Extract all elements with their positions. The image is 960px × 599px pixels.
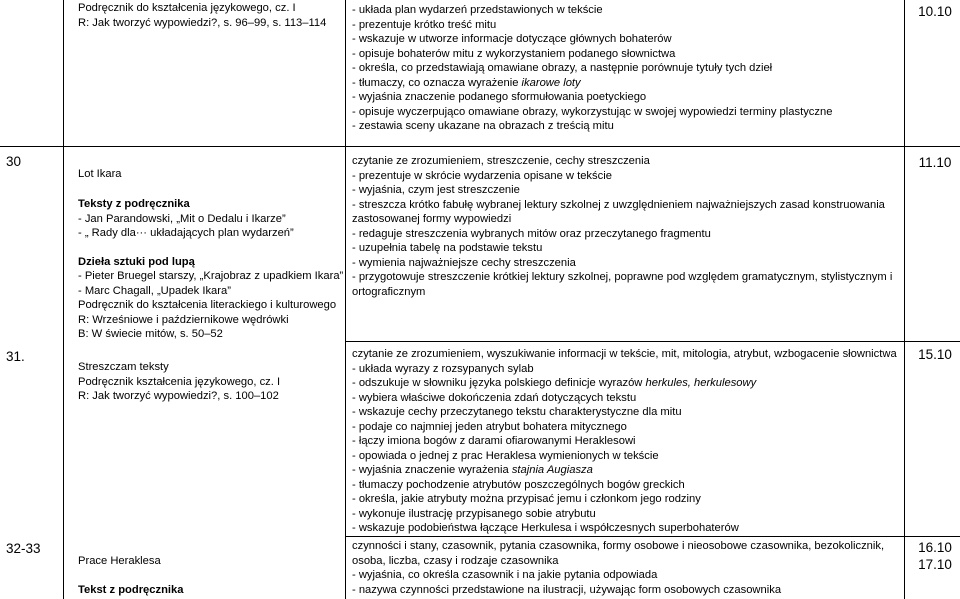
- requirement-line: - wyjaśnia znaczenie podanego sformułowania poetyckiego: [352, 91, 647, 103]
- requirement-line: [352, 376, 897, 391]
- requirement-line: - wskazuje w utworze informacje dotyczące głównych bohaterów: [352, 33, 672, 45]
- row-border: [345, 536, 960, 537]
- topic-title: Streszczam teksty: [78, 361, 169, 373]
- topic-title: Prace Heraklesa: [78, 555, 161, 567]
- column-border: [345, 0, 346, 599]
- row-3-date-2: 17.10: [918, 557, 952, 572]
- requirement-line: czytanie ze zrozumieniem, streszczenie, cechy streszczenia: [352, 155, 650, 167]
- row-1-requirements: [352, 154, 892, 299]
- requirement-line: [352, 76, 832, 91]
- materials-line: R: Jak tworzyć wypowiedzi?, s. 96–99, s. 113–114: [78, 16, 327, 29]
- requirement-line: - określa, co przedstawiają omawiane obrazy, a następnie porównuje tytuły tych dzieł: [352, 62, 773, 74]
- materials-line: - Pieter Bruegel starszy, „Krajobraz z upadkiem Ikara”: [78, 270, 344, 282]
- spacer: [78, 569, 183, 583]
- requirement-text: - tłumaczy, co oznacza wyrażenie: [352, 76, 519, 89]
- requirement-text: - odszukuje w słowniku języka polskiego definicje wyrazów: [352, 377, 643, 389]
- materials-line: R: Wrześniowe i październikowe wędrówki: [78, 313, 289, 326]
- row-2-number: 31.: [6, 349, 25, 364]
- row-2-topic: [78, 360, 280, 404]
- row-1-date: 11.10: [918, 155, 952, 170]
- row-3-topic: [78, 554, 183, 597]
- materials-line: - Jan Parandowski, „Mit o Dedalu i Ikarze”: [78, 212, 286, 225]
- requirement-line: - tłumaczy pochodzenie atrybutów poszczególnych bogów greckich: [352, 478, 685, 491]
- requirement-line: ortograficznym: [352, 285, 426, 298]
- row-0-requirements: [352, 3, 832, 134]
- materials-line: - „ Rady dla··· układających plan wydarzeń”: [78, 227, 294, 239]
- requirement-line: - uzupełnia tabelę na podstawie tekstu: [352, 242, 543, 254]
- requirement-line: czytanie ze zrozumieniem, wyszukiwanie informacji w tekście, mit, mitologia, atrybut, wzbogacenie słownictwa: [352, 348, 897, 360]
- row-border: [345, 341, 960, 342]
- requirement-line: - redaguje streszczenia wybranych mitów oraz przeczytanego fragmentu: [352, 227, 711, 240]
- row-2-date: 15.10: [918, 347, 952, 362]
- requirement-line: - układa wyrazy z rozsypanych sylab: [352, 362, 534, 375]
- requirement-line: - prezentuje w skrócie wydarzenia opisane w tekście: [352, 169, 612, 182]
- requirement-line: [352, 463, 897, 478]
- row-3-number: 32-33: [6, 541, 41, 556]
- requirement-line: - opisuje bohaterów mitu z wykorzystaniem podanego słownictwa: [352, 47, 676, 60]
- row-1-number: 30: [6, 154, 22, 169]
- requirement-line: - prezentuje krótko treść mitu: [352, 18, 497, 31]
- spacer: [78, 241, 343, 255]
- requirement-line: - układa plan wydarzeń przedstawionych w tekście: [352, 4, 603, 16]
- row-border: [0, 146, 960, 147]
- row-1-topic: [78, 167, 122, 182]
- materials-line: R: Jak tworzyć wypowiedzi?, s. 100–102: [78, 390, 279, 402]
- requirement-line: - opowiada o jednej z prac Heraklesa wymienionych w tekście: [352, 449, 659, 462]
- materials-line: B: W świecie mitów, s. 50–52: [78, 328, 223, 340]
- materials-heading: Dzieła sztuki pod lupą: [78, 255, 195, 268]
- row-0-materials: [78, 1, 326, 30]
- materials-heading: Tekst z podręcznika: [78, 583, 184, 596]
- column-border: [904, 0, 905, 599]
- requirement-text: - wyjaśnia znaczenie wyrażenia: [352, 464, 509, 476]
- requirement-line: - określa, jakie atrybuty można przypisać jemu i członkom jego rodziny: [352, 493, 701, 505]
- row-3-requirements: [352, 539, 884, 597]
- row-0-date: 10.10: [918, 4, 952, 19]
- row-1-materials: [78, 197, 343, 342]
- requirement-italic: ikarowe loty: [521, 76, 581, 89]
- requirement-line: - przygotowuje streszczenie krótkiej lektury szkolnej, poprawne pod względem gramatycznym, stylistycznym i: [352, 271, 893, 283]
- requirement-line: czynności i stany, czasownik, pytania czasownika, formy osobowe i nieosobowe czasownika, bezokolicznik,: [352, 540, 885, 552]
- requirement-line: - wykonuje ilustrację przypisanego sobie atrybutu: [352, 507, 596, 520]
- requirement-line: zastosowanej formy wypowiedzi: [352, 213, 512, 225]
- requirement-line: osoba, liczba, czasy i rodzaje czasownika: [352, 554, 559, 567]
- requirement-line: - streszcza krótko fabułę wybranej lektury szkolnej z uwzględnieniem najważniejszych zasad konstruowania: [352, 198, 885, 211]
- requirement-line: - wyjaśnia, czym jest streszczenie: [352, 184, 520, 196]
- requirement-line: - wybiera właściwe dokończenia zdań dotyczących tekstu: [352, 391, 637, 404]
- requirement-line: - łączy imiona bogów z darami ofiarowanymi Heraklesowi: [352, 435, 636, 447]
- materials-line: - Marc Chagall, „Upadek Ikara”: [78, 284, 231, 297]
- row-3-date: 16.10: [918, 540, 952, 555]
- requirement-line: - wskazuje cechy przeczytanego tekstu charakterystyczne dla mitu: [352, 406, 682, 418]
- requirement-line: - zestawia sceny ukazane na obrazach z treścią mitu: [352, 120, 614, 132]
- requirement-line: - wskazuje podobieństwa łączące Herkulesa i współczesnych superbohaterów: [352, 522, 739, 534]
- materials-heading: Teksty z podręcznika: [78, 198, 190, 210]
- requirement-line: - podaje co najmniej jeden atrybut bohatera mitycznego: [352, 420, 627, 433]
- requirement-line: - nazywa czynności przedstawione na ilustracji, używając form osobowych czasownika: [352, 583, 782, 596]
- materials-line: Podręcznik do kształcenia językowego, cz. I: [78, 2, 296, 14]
- materials-line: Podręcznik do kształcenia literackiego i kulturowego: [78, 299, 337, 311]
- row-2-requirements: [352, 347, 897, 536]
- requirement-line: - wyjaśnia, co określa czasownik i na jakie pytania odpowiada: [352, 569, 658, 581]
- requirement-italic: stajnia Augiasza: [511, 464, 593, 476]
- materials-line: Podręcznik kształcenia językowego, cz. I: [78, 375, 281, 388]
- topic-title: Lot Ikara: [78, 168, 122, 180]
- requirement-italic: herkules, herkulesowy: [645, 377, 757, 389]
- requirement-line: - wymienia najważniejsze cechy streszczenia: [352, 256, 576, 269]
- requirement-line: - opisuje wyczerpująco omawiane obrazy, wykorzystując w swojej wypowiedzi terminy plastyczne: [352, 105, 833, 118]
- column-border: [63, 0, 64, 599]
